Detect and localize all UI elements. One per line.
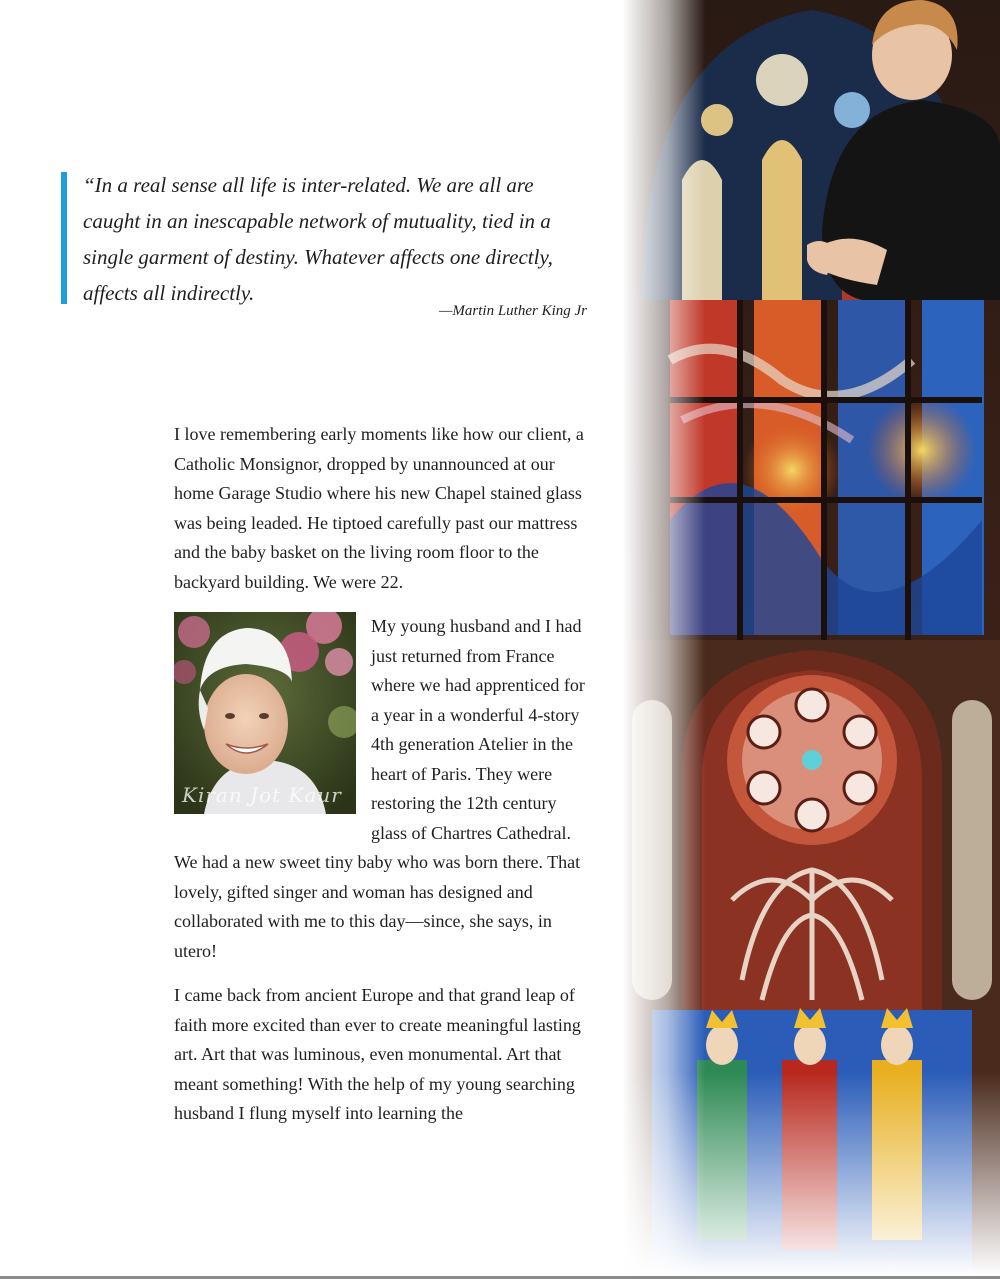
paragraph-2-block [174,612,594,966]
paragraph-2-text: My young husband and I had just returned from France where we had apprenticed for a year in a wonderful 4-story 4th generation Atelier in the heart of Paris. They were restoring the 12th century glass of Chartres Cathedral. We had a new sweet tiny baby who was born there. That lovely, gifted singer and woman has designed and collaborated with me to this day—since, she says, in utero! [174,616,585,961]
quote-accent-bar [61,172,67,304]
quote-attribution: —Martin Luther King Jr [439,303,587,319]
paragraph-3: I came back from ancient Europe and that grand leap of faith more excited than ever to create meaningful lasting art. Art that was luminous, even monumental. Art that meant something! With the help of my young searching husband I flung myself into learning the [174,985,581,1123]
paragraph-1: I love remembering early moments like how our client, a Catholic Monsignor, dropped by unannounced at our home Garage Studio where his new Chapel stained glass was being leaded. He tiptoed carefully past our mattress and the baby basket on the living room floor to the backyard building. We were 22. [174,424,584,592]
pull-quote: “In a real sense all life is inter-related. We are all are caught in an inescapable network of mutuality, tied in a single garment of destiny. Whatever affects one directly, affects all indirectly. [83,173,553,305]
portrait-signature: Kiran Jot Kaur [182,782,342,807]
paragraph-2 [174,612,594,966]
stained-glass-photo [622,0,1000,1276]
stained-glass-image [622,0,1000,1276]
article-body [174,420,594,1144]
portrait-photo [174,612,356,814]
